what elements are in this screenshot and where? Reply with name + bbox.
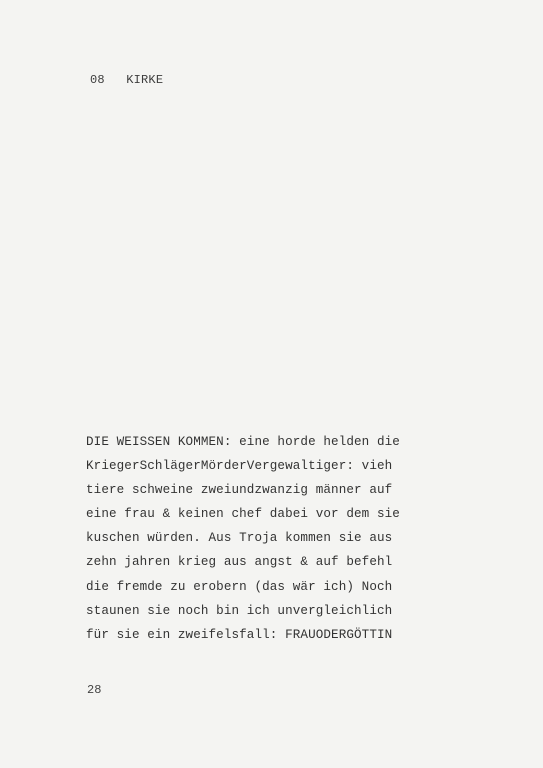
- poem-line: die fremde zu erobern (das wär ich) Noch: [86, 579, 393, 594]
- section-title: KIRKE: [126, 73, 164, 87]
- poem-line: KriegerSchlägerMörderVergewaltiger: vieh: [86, 459, 393, 474]
- page-number: 28: [87, 683, 102, 697]
- poem-line: staunen sie noch bin ich unvergleichlich: [86, 603, 393, 618]
- poem-line: zehn jahren krieg aus angst & auf befehl: [86, 555, 393, 570]
- poem-line: für sie ein zweifelsfall: FRAUODERGÖTTIN: [86, 627, 393, 642]
- poem-line: kuschen würden. Aus Troja kommen sie aus: [86, 531, 393, 546]
- poem-line: eine frau & keinen chef dabei vor dem sie: [86, 507, 400, 522]
- poem-line: DIE WEISSEN KOMMEN: eine horde helden die: [86, 435, 400, 449]
- section-number: 08: [90, 73, 105, 87]
- section-header: [90, 73, 163, 87]
- poem-text: [86, 430, 416, 647]
- poem-line: tiere schweine zweiundzwanzig männer auf: [86, 483, 393, 498]
